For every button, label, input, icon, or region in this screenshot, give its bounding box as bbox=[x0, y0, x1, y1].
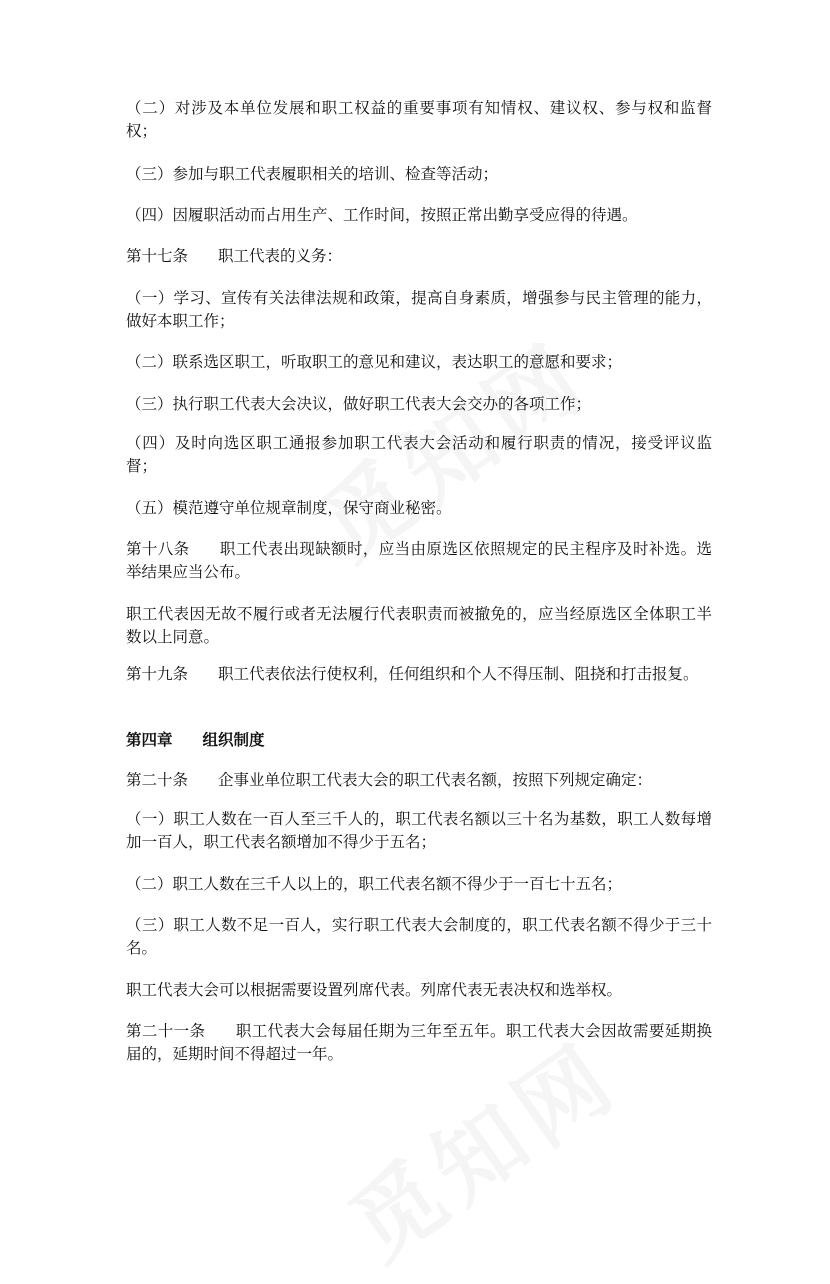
paragraph-recall: 职工代表因无故不履行或者无法履行代表职责而被撤免的，应当经原选区全体职工半数以上同意。 bbox=[126, 605, 712, 646]
paragraph-right-4: （四）因履职活动而占用生产、工作时间，按照正常出勤享受应得的待遇。 bbox=[126, 206, 638, 224]
article-19 bbox=[126, 663, 712, 686]
paragraph-duty-4: （四）及时向选区职工通报参加职工代表大会活动和履行职责的情况，接受评议监督； bbox=[126, 434, 712, 475]
chapter-heading bbox=[126, 728, 712, 751]
paragraph-right-2: （二）对涉及本单位发展和职工权益的重要事项有知情权、建议权、参与权和监督权； bbox=[126, 99, 712, 140]
article-text: 职工代表出现缺额时，应当由原选区依照规定的民主程序及时补选。选举结果应当公布。 bbox=[126, 540, 712, 581]
paragraph-quota-2: （二）职工人数在三千人以上的，职工代表名额不得少于一百七十五名； bbox=[126, 875, 623, 893]
paragraph-duty-3: （三）执行职工代表大会决议，做好职工代表大会交办的各项工作； bbox=[126, 395, 592, 413]
paragraph-observers: 职工代表大会可以根据需要设置列席代表。列席代表无表决权和选举权。 bbox=[126, 981, 623, 999]
article-number: 第十七条 bbox=[126, 247, 189, 265]
chapter-number: 第四章 bbox=[126, 730, 173, 749]
article-text: 企事业单位职工代表大会的职工代表名额，按照下列规定确定： bbox=[218, 771, 653, 789]
chapter-title: 组织制度 bbox=[202, 730, 265, 749]
paragraph-quota-3: （三）职工人数不足一百人，实行职工代表大会制度的，职工代表名额不得少于三十名。 bbox=[126, 916, 712, 957]
article-21 bbox=[126, 1020, 712, 1066]
paragraph-right-3: （三）参加与职工代表履职相关的培训、检查等活动； bbox=[126, 165, 499, 183]
article-17 bbox=[126, 245, 712, 268]
article-text: 职工代表依法行使权利，任何组织和个人不得压制、阻挠和打击报复。 bbox=[218, 665, 699, 683]
article-number: 第十八条 bbox=[126, 540, 190, 558]
article-text: 职工代表大会每届任期为三年至五年。职工代表大会因故需要延期换届的，延期时间不得超过一年。 bbox=[126, 1022, 712, 1063]
article-18 bbox=[126, 538, 712, 584]
paragraph-duty-5: （五）模范遵守单位规章制度，保守商业秘密。 bbox=[126, 499, 452, 517]
article-20 bbox=[126, 769, 712, 792]
paragraph-duty-2: （二）联系选区职工，听取职工的意见和建议，表达职工的意愿和要求； bbox=[126, 353, 623, 371]
paragraph-quota-1: （一）职工人数在一百人至三千人的，职工代表名额以三十名为基数，职工人数每增加一百人，职工代表名额增加不得少于五名； bbox=[126, 810, 712, 851]
article-text: 职工代表的义务： bbox=[218, 247, 343, 265]
article-number: 第二十一条 bbox=[126, 1022, 206, 1040]
paragraph-duty-1: （一）学习、宣传有关法律法规和政策，提高自身素质，增强参与民主管理的能力，做好本职工作； bbox=[126, 289, 712, 330]
article-number: 第十九条 bbox=[126, 665, 189, 683]
article-number: 第二十条 bbox=[126, 771, 189, 789]
